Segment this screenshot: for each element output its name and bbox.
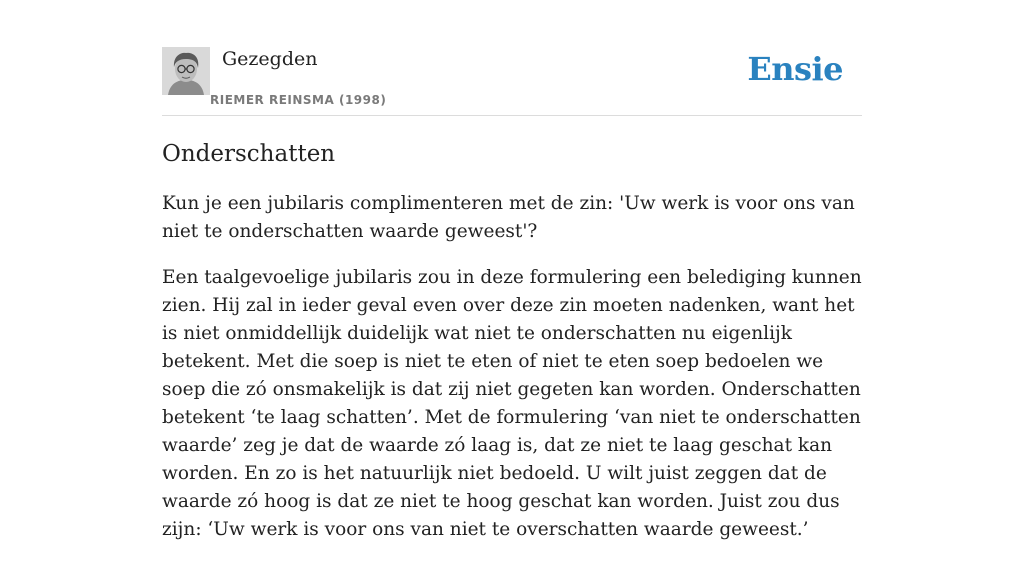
page-header <box>162 46 862 116</box>
entry-title: Onderschatten <box>162 141 336 167</box>
book-title[interactable]: Gezegden <box>222 48 318 70</box>
entry-content <box>162 138 862 562</box>
author-line[interactable]: RIEMER REINSMA (1998) <box>210 93 387 107</box>
ensie-logo[interactable]: Ensie <box>747 50 843 88</box>
entry-paragraph: Kun je een jubilaris complimenteren met de zin: 'Uw werk is voor ons van niet te onderschatten waarde geweest'? <box>162 193 855 242</box>
entry-paragraph: Een taalgevoelige jubilaris zou in deze formulering een belediging kunnen zien. Hij zal in ieder geval even over deze zin moeten nadenken, want het is niet onmiddellijk duidelijk wat niet te onderschatten nu eigenlijk betekent. Met die soep is niet te eten of niet te eten soep bedoelen we soep die zó onsmakelijk is dat zij niet gegeten kan worden. Onderschatten betekent ‘te laag schatten’. Met de formulering ‘van niet te onderschatten waarde’ zeg je dat de waarde zó laag is, dat ze niet te laag geschat kan worden. En zo is het natuurlijk niet bedoeld. U wilt juist zeggen dat de waarde zó hoog is dat ze niet te hoog geschat kan worden. Juist zou dus zijn: ‘Uw werk is voor ons van niet te overschatten waarde geweest.’ <box>162 267 862 540</box>
author-portrait-icon <box>162 47 210 95</box>
author-avatar[interactable] <box>162 47 210 95</box>
